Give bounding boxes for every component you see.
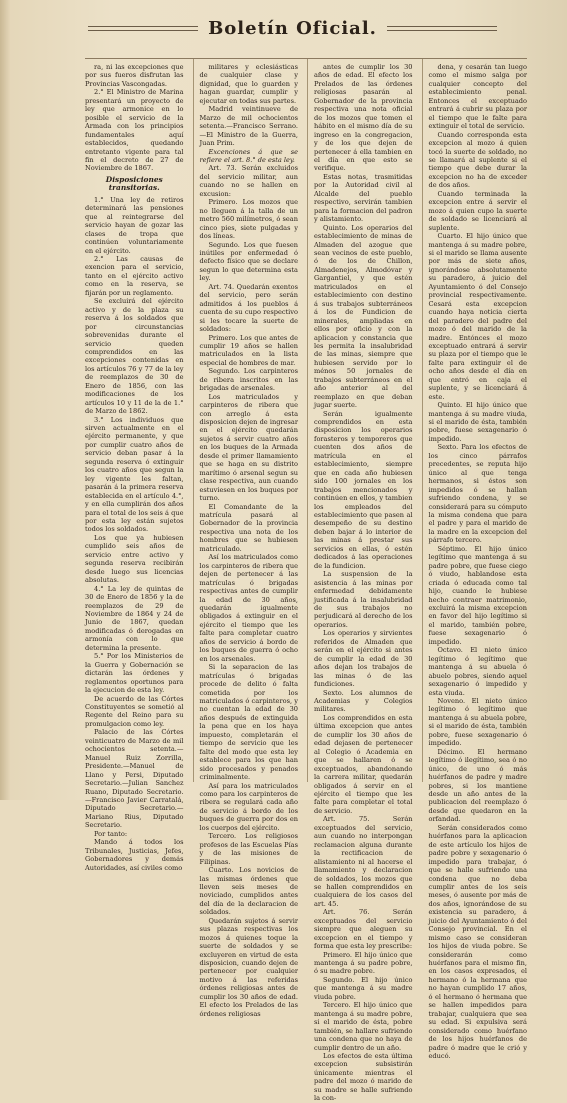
paragraph: Primero. Los que antes de cumplir 19 años se hallen matriculados en la lista especial de hombres de mar.: [199, 333, 298, 367]
paragraph: Octavo. El nieto único legítimo ó legítimo que mantenga á su abuela ó abuelo pobres, siendo aquel sexagenario ó impedido y esta viuda.: [428, 646, 527, 697]
paragraph: Noveno. El nieto único legítimo ó legítimo que mantenga á su abuela pobre, si el marido de ésta, también pobre, fuese sexagenario ó impedido.: [428, 696, 527, 748]
paragraph: militares y eclesiásticas de cualquier clase y dignidad, que lo guarden y hagan guardar, cumplir y ejecutar en todas sus partes.: [199, 63, 298, 105]
paragraph: Décimo. El hermano legítimo ó ilegítimo, sea ó no único, de uno ó más huérfanos de padre y madre pobres, si los mantiene desde un año antes de la publicacion del reemplazo ó desde que quedaron en la orfandad.: [428, 747, 527, 824]
paragraph: Mando á todos los Tribunales, Justicias, Jefes, Gobernadores y demás Autoridades, así civiles como: [85, 838, 184, 872]
column-1: [85, 59, 184, 872]
paragraph: dena, y cesarán tan luego como el mismo salga por cualquier concepto del establecimiento penal. Entonces el exceptuado entrará á cubrir su plaza por el tiempo que le falte para extinguir el total de servicio.: [428, 63, 527, 131]
paragraph: Excenciones á que se refiere el art. 8.° de esta ley.: [199, 147, 298, 164]
paragraph: 5.° Por los Ministerios de la Guerra y Gobernación se dictarán las órdenes y reglamentos oportunos para la ejecucion de esta ley.: [85, 652, 184, 695]
paragraph: Los matriculados y carpinteros de ribera que con arreglo á esta disposicion dejen de ingresar en el ejército quedarán sujetos á servir cuatro años en los buques de la Armada desde el primer llamamiento que se haga en su distrito marítimo ó arsenal segun su clase respectiva, aun cuando estuviesen en los buques por turno.: [199, 392, 298, 503]
paragraph: Séptimo. El hijo único legítimo que mantenga á su padre pobre, que fuese ciego ó viudo, hablandose esta criada ó educada como tal hijo, cuando le hubiese hecho contraer matrimonio, excluirá la misma excepcion en favor del hijo legítimo si el marido, también pobre, fuese sexagenario ó impedido.: [428, 544, 527, 646]
column-2: [193, 59, 299, 1018]
text-columns: [85, 58, 527, 1103]
paragraph: Tercero. Los religiosos profesos de las Escuelas Pías y de las misiones de Filipinas.: [199, 832, 298, 866]
paragraph: Así los matriculados como los carpinteros de ribera que dejen de pertenecer á las matrículas ó brigadas respectivas antes de cumplir la edad de 30 años, quedarán igualmente obligados á extinguir en el ejército el tiempo que les falte para completar cuatro años de servicio á bordo de los buques de guerra ó ocho en los arsenales.: [199, 553, 298, 663]
paragraph: Tercero. El hijo único que mantenga á su madre pobre, si el marido de ésta, pobre también, se hallare sufriendo una condena que no haya de cumplir dentro de un año.: [314, 1001, 413, 1052]
paragraph: De acuerdo de las Córtes Constituyentes se sometió al Regente del Reino para su promulgacion como ley.: [85, 694, 184, 728]
paragraph: Quedarán sujetos á servir sus plazas respectivas los mozos á quienes toque la suerte de soldados y se excluyeren en virtud de esta disposicion, cuando dejen de pertenecer por cualquier motivo á las referidas órdenes religiosas antes de cumplir los 30 años de edad. El efecto los Prelados de las órdenes religiosas: [199, 916, 298, 1018]
paragraph: Art. 76. Serán exceptuados del servicio siempre que aleguen su excepcion en el tiempo y forma que esta ley prescribe:: [314, 908, 413, 951]
paragraph: 3.° Los individuos que sirven actualmente en el ejército permanente, y que por cumplir cuatro años de servicio deban pasar á la segunda reserva ó extinguir los cuatro años que segun la ley vigente les faltan, pasarán á la primera reserva establecida en el artículo 4.°, y en ella cumplirán dos años para el total de los seis á que por esta ley están sujetos todos los soldados.: [85, 415, 184, 534]
paragraph: El Comandante de la matrícula pasará al Gobernador de la provincia respectiva una nota de los hombres que se hubiesen matriculado.: [199, 502, 298, 553]
masthead: [88, 8, 497, 48]
page-title: Boletín Oficial.: [208, 17, 377, 39]
paragraph: Cuando terminada la excepcion entre á servir el mozo á quien cupo la suerte de soldado se licenciará al suplente.: [428, 189, 527, 232]
column-3: [307, 59, 413, 1103]
paragraph: Quinto. Los operarios del establecimiento de minas de Almaden del azogue que sean vecinos de este pueblo, ó de los de Chillon, Almadenejos, Almodóvar y Gargantiel, y que estén matriculados en el establecimiento con destino á sus trabajos subterráneos á los de Fundicion de minerales, ampliadas en ellos por oficio y con la aplicacion y constancia que les permita la insalubridad de las minas, siempre que hubiesen servido por lo ménos 50 jornales de trabajos subterráneos en el año anterior al del reemplazo en que deban jugar suerte.: [314, 223, 413, 410]
paragraph: Segundo. El hijo único que mantenga á su madre viuda pobre.: [314, 975, 413, 1001]
paragraph: Los comprendidos en esta última excepcion que antes de cumplir los 30 años de edad dejasen de pertenecer al Colegio ó Academia en que se hallaren ó se exceptuados, abandonando la carrera militar, quedarán obligados á servir en el ejército el tiempo que les falte para completar el total de servicio.: [314, 713, 413, 815]
paragraph: Art. 74. Quedarán exentos del servicio, pero serán admitidos á los pueblos á cuenta de su cupo respectivo si les tocare la suerte de soldados:: [199, 282, 298, 334]
paragraph: Serán considerados como huérfanos para la aplicacion de este artículo los hijos de padre pobre y sexagenario ó impedido para trabajar, ó que se halle sufriendo una condena que no deba cumplir antes de los seis meses, ó ausente por más de dos años, ignorándose de su existencia su paradero, á juicio del Ayuntamiento ó del Consejo provincial. En el mismo caso se consideran los hijos de viuda pobre. Se considerarán como huérfanos para el mismo fin, en los casos expresados, el hermano ó la hermana que no hayan cumplido 17 años, ó el hermano ó hermana que se hallen impedidos para trabajar, cualquiera que sea su edad. Si expulsiva será considerado como huérfano de los hijos huérfanos de padre ó madre que le crió y educó.: [428, 823, 527, 1061]
paragraph: 2.° El Ministro de Marina presentará un proyecto de ley que armonice en lo posible el servicio de la Armada con los principios fundamentales aquí establecidos, quedando entretanto vigente para tal fin el decreto de 27 de Noviembre de 1867.: [85, 88, 184, 173]
paragraph: ra, ni las excepciones que por sus fueros disfrutan las Provincias Vascongadas.: [85, 63, 184, 88]
paragraph: Estas notas, trasmitidas por la Autoridad civil al Alcalde del pueblo respectivo, servirán tambien para la formacion del padron y alistamiento.: [314, 172, 413, 224]
paragraph: Primero. Los mozos que no lleguen á la talla de un metro 560 milímetros, ó sean cinco pies, siete pulgadas y dos líneas.: [199, 198, 298, 241]
paragraph: Los que ya hubiesen cumplido seis años de servicio entre activo y segunda reserva recibirán desde luego sus licencias absolutas.: [85, 533, 184, 585]
paragraph: Por tanto:: [94, 829, 128, 838]
masthead-rule-left: [88, 26, 198, 31]
paragraph: Primero. El hijo único que mantenga á su padre pobre, ó su madre pobre.: [314, 950, 413, 976]
paragraph: Quinto. El hijo único que mantenga á su madre viuda, si el marido de ésta, también pobre, fuese sexagenario ó impedido.: [428, 401, 527, 443]
paragraph: 1.° Una ley de retiros determinará las pensiones que al reintegrarse del servicio hayan de gozar las clases de tropa que continúen voluntariamente en el ejército.: [85, 195, 184, 255]
paragraph: Art. 75. Serán exceptuados del servicio, aun cuando no interpongan reclamacion alguna durante la rectificacion de alistamiento ni al hacerse el llamamiento y declaracion de soldados, los mozos que se hallen comprendidos en cualquiera de los casos del art. 45.: [314, 815, 413, 908]
paragraph: Serán igualmente comprendidos en esta disposicion los operarios forasteros y temporeros que cuenten dos años de matrícula en el establecimiento, siempre que en cada año hubiesen sido 100 jornales en los trabajos mencionados y continúen en ellos, y tambien los empleados del establecimiento que pasen al desempeño de su destino deben bajar á lo interior de las minas á prestar sus servicios en ellas, ó estén dedicados á las operaciones de la fundicion.: [314, 409, 413, 570]
paragraph: Cuarto. El hijo único que mantenga á su madre pobre, si el marido se llama ausente por más de siete años, ignorándose absolutamente su paradero, á juicio del Ayuntamiento ó del Consejo provincial respectivamente. Cesará esta excepcion cuando haya noticia cierta del paradero del padre del mozo ó del marido de la madre. Entónces el mozo exceptuado entrará á servir su plaza por el tiempo que le falte para extinguir el de ocho años desde el día en que entró en caja el suplente, y se licenciará á este.: [428, 232, 527, 401]
paragraph: Art. 73. Serán excluidos del servicio militar, aun cuando no se hallen en excusion:: [199, 164, 298, 198]
paragraph: Cuarto. Los novicios de las mismas órdenes que lleven seis meses de noviciado, cumplidos antes del día de la declaracion de soldados.: [199, 866, 298, 917]
paragraph: Palacio de las Córtes veinticuatro de Marzo de mil ochocientos setenta.—Manuel Ruiz Zorrilla, Presidente.—Manuel de Llano y Persi, Diputado Secretario.—Julian Sanchez Ruano, Diputado Secretario.—Francisco Javier Carratalá, Diputado Secretario.—Mariano Rius, Diputado Secretario.: [85, 728, 184, 830]
column-4: [422, 59, 528, 1061]
paragraph: Madrid veintinueve de Marzo de mil ochocientos setenta.—Francisco Serrano.—El Ministro de la Guerra, Juan Prim.: [199, 105, 298, 148]
paragraph: Sexto. Los alumnos de Academias y Colegios militares.: [314, 688, 413, 714]
masthead-rule-right: [387, 26, 497, 31]
paragraph: Si la separacion de las matrículas ó brigadas procede de delito ó falta cometida por los matriculados ó carpinteros, y no cuentan la edad de 30 años después de extinguida la pena que en los haya impuesto, completarán el tiempo de servicio que les falte del modo que esta ley establece para los que han sido procesados y penados criminalmente.: [199, 663, 298, 782]
paragraph: Los efectos de esta última excepcion subsistirán únicamente mientras el padre del mozo ó marido de su madre se halle sufriendo la con-: [314, 1052, 413, 1103]
paragraph: Sexto. Para los efectos de los cinco párrafos precedentes, se reputa hijo único al que tenga hermanos, si éstos son impedidos ó se hallan sufriendo condena, y se considerará para su cómputo la misma condena que para el padre y para el marido de la madre en la excepcion del párrafo tercero.: [428, 443, 527, 545]
paragraph: 4.° La ley de quintas de 30 de Enero de 1856 y la de reemplazos de 29 de Noviembre de 1864 y 24 de Junio de 1867, quedan modificadas ó derogadas en armonía con lo que determina la presente.: [85, 584, 184, 652]
paragraph: 2.° Las causas de exencion para el servicio, tanto en el ejército activo como en la reserva, se fijarán por un reglamento.: [85, 254, 184, 297]
paragraph: Segundo. Los que fuesen inútiles por enfermedad ó defecto físico que se declare segun lo que determina esta ley.: [199, 240, 298, 283]
paragraph: Se excluirá del ejército activo y de la plaza su reserva á los soldados que por circunstancias sobrevenidas durante el servicio queden comprendidos en las excepciones contenidas en los artículos 76 y 77 de la ley de reemplazos de 30 de Enero de 1856, con las modificaciones de los artículos 10 y 11 de la de 1.° de Marzo de 1862.: [85, 297, 184, 416]
page-binding-edge: [0, 0, 10, 800]
paragraph: antes de cumplir los 30 años de edad. El efecto los Prelados de las órdenes religiosas pasarán al Gobernador de la provincia respectiva una nota oficial de los mozos que tomen el hábito en el mismo día de su ingreso en la congregacion, y de los que dejen de pertenecer á ella tambien en el día en que esto se verifique.: [314, 63, 413, 173]
paragraph: Los operarios y sirvientes referidos de Almaden que serán en el ejército si antes de cumplir la edad de 30 años dejan los trabajos de las minas ó de las fundiciones.: [314, 629, 413, 689]
section-heading: Disposiciones transitorias.: [105, 174, 163, 193]
paragraph: Así para los matriculados como para los carpinteros de ribera se regulará cada año de servicio á bordo de los buques de guerra por dos en los cuerpos del ejército.: [199, 781, 298, 832]
paragraph: La suspension de la asistencia á las minas por enfermedad debidamente justificada á la insalubridad de sus trabajos no perjudicará al derecho de los operarios.: [314, 570, 413, 629]
paragraph: Cuando corresponda esta excepcion al mozo á quien tocó la suerte de soldado, no se llamará al suplente si el tiempo que debe durar la excepcion no ha de exceder de dos años.: [428, 130, 527, 190]
paragraph: Segundo. Los carpinteros de ribera inscritos en las brigadas de arsenales.: [199, 367, 298, 393]
